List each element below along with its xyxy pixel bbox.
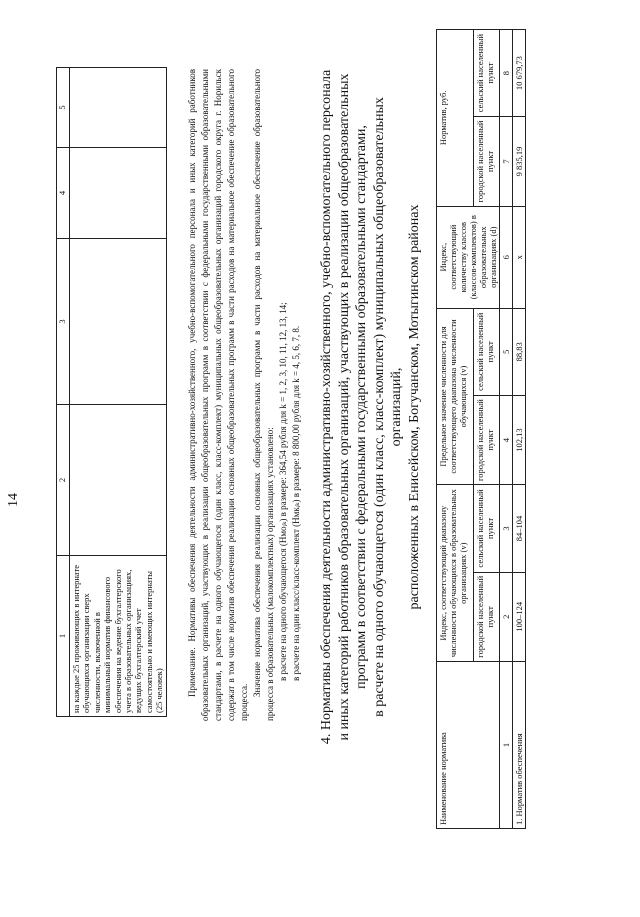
section-heading	[318, 57, 423, 757]
norm-name: 1. Норматив обеспечения	[513, 662, 526, 829]
sub-header-city: городской населенный пункт	[474, 395, 500, 484]
col-number: 2	[500, 572, 513, 661]
norms-table	[436, 29, 526, 829]
note-paragraph: Примечание. Нормативы обеспечения деятельности административно-хозяйственного, учебно-вспомогательного персонала и иных категорий работников образовательных организаций, участвующих в реализации общеобразовательных программ в соответствии с федеральными государственными образовательными стандартами, в расчете на одного обучающегося (один класс, класс-комплект) муниципальных общеобразовательных организаций городского округа г. Норильск содержат в том числе норматив обеспечения реализации основных общеобразовательных программ в части расходов на материальное обеспечение образовательного процесса.	[187, 69, 249, 721]
heading-line: в расчете на одного обучающегося (один класс, класс-комплект) муниципальных общеобразовательных организаций,	[371, 97, 404, 717]
top-table-header: 5	[57, 68, 70, 148]
col-number: 6	[500, 206, 513, 308]
top-table-header: 1	[57, 556, 70, 717]
top-table-cell: на каждые 25 проживающих в интернате обучающихся организации сверх численности, включенной в минимальный норматив финансового обеспечения на ведение бухгалтерского учета в образовательных организациях, ведущих бухгалтерский учет самостоятельно и имеющих интернаты (25 человек)	[70, 556, 167, 717]
col-number: 8	[500, 30, 513, 117]
col-number: 7	[500, 117, 513, 206]
page-number: 14	[6, 493, 21, 507]
col-number: 5	[500, 308, 513, 395]
col-header-limit: Предельное значение численности для соответствующего диапазона численности обучающихся (v)	[437, 308, 474, 485]
col-header-index: Индекс, соответствующий диапазону численности обучающихся в образовательных организациях (v)	[437, 485, 474, 662]
table-row	[500, 30, 513, 829]
col-header-norm: Норматив, руб.	[437, 30, 474, 207]
sub-header-city: городской населенный пункт	[474, 572, 500, 661]
table-row	[513, 30, 526, 829]
col-number: 3	[500, 485, 513, 572]
top-table-header: 3	[57, 239, 70, 405]
sub-header-rural: сельский населенный пункт	[474, 30, 500, 117]
rural-limit: 88,83	[513, 308, 526, 395]
heading-line: и иных категорий работников образовательных организаций, участвующих в реализации общеобразовательных	[336, 73, 352, 741]
city-limit: 102,13	[513, 395, 526, 484]
note-paragraph: Значение норматива обеспечения реализации основных общеобразовательных программ в части расходов на материальное обеспечение образовательного процесса в образовательных (малокомплектных) организациях установлено:	[252, 69, 275, 721]
sub-header-city: городской населенный пункт	[474, 117, 500, 206]
norm-city: 9 835,19	[513, 117, 526, 206]
sub-header-rural: сельский населенный пункт	[474, 308, 500, 395]
top-table	[56, 67, 167, 717]
note-paragraph: в расчете на один класс/класс-комплект (Нмкᵢₖ) в размере: 8 800,00 рубля для k = 4, 5, 6, 7, 8.	[291, 325, 301, 681]
col-number: 1	[500, 662, 513, 829]
top-table-cell	[70, 405, 167, 556]
heading-line: программ в соответствии с федеральными государственными образовательными стандартами,	[354, 125, 369, 689]
col-header-name: Наименование норматива	[437, 662, 500, 829]
class-index: x	[513, 206, 526, 308]
city-range: 100–124	[513, 572, 526, 661]
norm-rural: 10 679,73	[513, 30, 526, 117]
top-table-header: 2	[57, 405, 70, 556]
heading-line: расположенных в Енисейском, Богучанском, Мотыгинском районах	[406, 204, 422, 610]
note-block	[186, 69, 303, 721]
top-table-header: 4	[57, 148, 70, 239]
top-table-cell	[70, 148, 167, 239]
col-number: 4	[500, 395, 513, 484]
note-paragraph: в расчете на одного обучающегося (Нмоᵢₖ) в размере: 364,54 рубля для k = 1, 2, 3, 10, 11, 12, 13, 14;	[278, 302, 288, 681]
top-table-cell	[70, 68, 167, 148]
col-header-class-index: Индекс, соответствующий количеству классов (классов-комплектов) в образовательных организациях (d)	[437, 206, 500, 308]
top-table-cell	[70, 239, 167, 405]
table-row	[70, 68, 167, 717]
heading-line: 4. Нормативы обеспечения деятельности административно-хозяйственного, учебно-вспомогательного персонала	[319, 69, 334, 745]
sub-header-rural: сельский населенный пункт	[474, 485, 500, 572]
rural-range: 84–104	[513, 485, 526, 572]
